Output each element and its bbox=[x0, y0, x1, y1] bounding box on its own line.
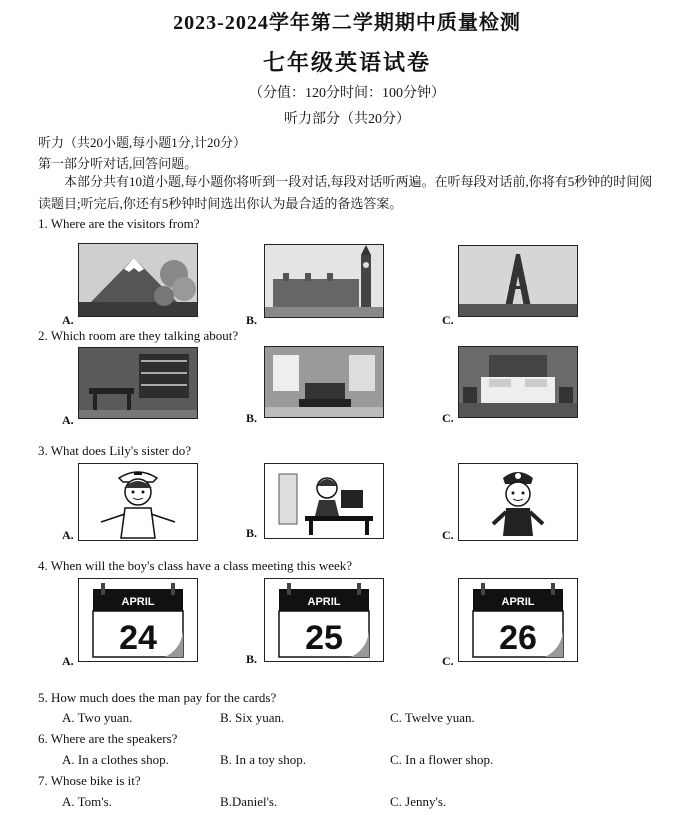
q5-option-a: A. Two yuan. bbox=[62, 710, 133, 725]
score-time: （分值：120分时间：100分钟） bbox=[249, 86, 445, 101]
calendar-april-26 bbox=[458, 578, 578, 662]
q7-option-b: B.Daniel's. bbox=[220, 794, 278, 809]
calendar-april-24 bbox=[78, 578, 198, 662]
part1-title: 第一部分听对话,回答问题。 bbox=[38, 156, 198, 171]
q5-option-b: B. Six yuan. bbox=[220, 710, 285, 725]
option-c-label: C. bbox=[442, 654, 454, 668]
calendar-april-25 bbox=[264, 578, 384, 662]
option-b-label: B. bbox=[246, 526, 258, 540]
calendar-day-24: 24 bbox=[119, 619, 157, 657]
option-a-label: A. bbox=[62, 313, 74, 327]
question-3: 3. What does Lily's sister do? bbox=[38, 443, 192, 458]
calendar-month-label: APRIL bbox=[307, 596, 341, 608]
q5-option-c: C. Twelve yuan. bbox=[390, 710, 475, 725]
option-c-label: C. bbox=[442, 313, 454, 327]
section-title: 听力部分（共20分） bbox=[284, 112, 410, 127]
option-b-label: B. bbox=[246, 313, 258, 327]
option-a-label: A. bbox=[62, 654, 74, 668]
exam-subject: 七年级英语试卷 bbox=[262, 50, 431, 75]
police-officer-picture bbox=[458, 463, 578, 541]
q6-option-c: C. In a flower shop. bbox=[390, 752, 494, 767]
option-a-label: A. bbox=[62, 413, 74, 427]
question-4: 4. When will the boy's class have a class meeting this week? bbox=[38, 558, 353, 573]
option-b-label: B. bbox=[246, 652, 258, 666]
big-ben-picture bbox=[264, 244, 384, 318]
option-b-label: B. bbox=[246, 411, 258, 425]
question-6: 6. Where are the speakers? bbox=[38, 731, 178, 746]
eiffel-tower-picture bbox=[458, 245, 578, 317]
mount-fuji-picture bbox=[78, 243, 198, 317]
exam-title: 2023-2024学年第二学期期中质量检测 bbox=[173, 12, 521, 34]
q7-option-a: A. Tom's. bbox=[62, 794, 112, 809]
question-5: 5. How much does the man pay for the cards? bbox=[38, 690, 277, 705]
instructions: 本部分共有10道小题,每小题你将听到一段对话,每段对话听两遍。在听每段对话前,你将有5秒钟的时间阅读题目;听完后,你还有5秒钟时间选出你认为最合适的备选答案。 bbox=[38, 174, 653, 211]
q7-option-c: C. Jenny's. bbox=[390, 794, 447, 809]
question-1: 1. Where are the visitors from? bbox=[38, 216, 200, 231]
bedroom-picture bbox=[458, 346, 578, 418]
calendar-day-25: 25 bbox=[305, 619, 343, 657]
study-room-picture bbox=[78, 347, 198, 419]
calendar-month-label: APRIL bbox=[501, 596, 535, 608]
option-c-label: C. bbox=[442, 411, 454, 425]
q6-option-b: B. In a toy shop. bbox=[220, 752, 306, 767]
office-worker-picture bbox=[264, 463, 384, 539]
q6-option-a: A. In a clothes shop. bbox=[62, 752, 169, 767]
option-c-label: C. bbox=[442, 528, 454, 542]
living-room-picture bbox=[264, 346, 384, 418]
calendar-day-26: 26 bbox=[499, 619, 537, 657]
option-a-label: A. bbox=[62, 528, 74, 542]
question-7: 7. Whose bike is it? bbox=[38, 773, 141, 788]
question-2: 2. Which room are they talking about? bbox=[38, 328, 239, 343]
listening-intro: 听力（共20小题,每小题1分,计20分） bbox=[38, 135, 247, 150]
nurse-picture bbox=[78, 463, 198, 541]
calendar-month-label: APRIL bbox=[121, 596, 155, 608]
